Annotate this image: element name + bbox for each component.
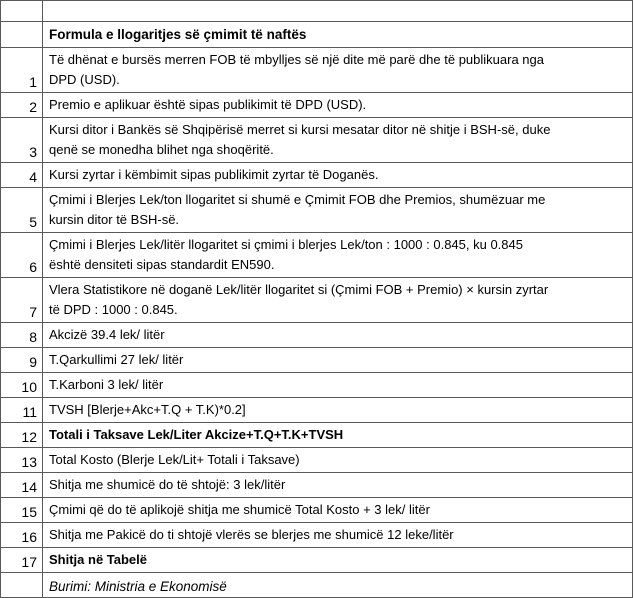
row-text-line: T.Qarkullimi 27 lek/ litër [49, 352, 184, 367]
row-text-line: Totali i Taksave Lek/Liter Akcize+T.Q+T.K+TVSH [49, 427, 344, 442]
row-text-line: Kursi zyrtar i këmbimit sipas publikimit zyrtar të Doganës. [49, 167, 379, 182]
row-number: 6 [1, 233, 43, 278]
row-text-line: është densiteti sipas standardit EN590. [49, 257, 275, 272]
row-text [43, 48, 633, 93]
row-number: 4 [1, 163, 43, 188]
row-text [43, 523, 633, 548]
row-text-line: T.Karboni 3 lek/ litër [49, 377, 164, 392]
row-number: 9 [1, 348, 43, 373]
row-number: 5 [1, 188, 43, 233]
row-text [43, 323, 633, 348]
row-text [43, 163, 633, 188]
table-row [1, 398, 633, 423]
row-text [43, 348, 633, 373]
row-text-line: Shitja me shumicë do të shtojë: 3 lek/litër [49, 477, 286, 492]
row-number: 15 [1, 498, 43, 523]
table-row [1, 523, 633, 548]
row-text-line: DPD (USD). [49, 72, 120, 87]
row-text-line: kursin ditor të BSH-së. [49, 212, 180, 227]
table-row [1, 118, 633, 163]
table-row [1, 48, 633, 93]
row-text [43, 548, 633, 573]
row-text [43, 118, 633, 163]
source-note: Burimi: Ministria e Ekonomisë [43, 573, 633, 598]
row-number: 14 [1, 473, 43, 498]
table-row [1, 423, 633, 448]
table-row [1, 93, 633, 118]
row-text-line: Të dhënat e bursës merren FOB të mbylljes së një dite më parë dhe të publikuara nga [49, 52, 544, 67]
table-row [1, 233, 633, 278]
row-text-line: Shitja në Tabelë [49, 552, 148, 567]
table-row [1, 188, 633, 233]
row-text [43, 473, 633, 498]
row-text-line: të DPD : 1000 : 0.845. [49, 302, 178, 317]
row-number: 10 [1, 373, 43, 398]
row-text-line: Vlera Statistikore në doganë Lek/litër llogaritet si (Çmimi FOB + Premio) × kursin zyrtar [49, 282, 549, 297]
row-text [43, 188, 633, 233]
row-number: 11 [1, 398, 43, 423]
table-row [1, 348, 633, 373]
row-text [43, 233, 633, 278]
row-text [43, 448, 633, 473]
table-row [1, 278, 633, 323]
row-text-line: Kursi ditor i Bankës së Shqipërisë merret si kursi mesatar ditor në shitje i BSH-së, duke [49, 122, 551, 137]
row-text-line: Çmimi që do të aplikojë shitja me shumicë Total Kosto + 3 lek/ litër [49, 502, 430, 517]
table-header-blank-row [1, 1, 633, 22]
row-number: 13 [1, 448, 43, 473]
row-text-line: Çmimi i Blerjes Lek/litër llogaritet si çmimi i blerjes Lek/ton : 1000 : 0.845, ku 0.845 [49, 237, 523, 252]
table-title: Formula e llogaritjes së çmimit të naftës [43, 22, 633, 48]
row-number: 17 [1, 548, 43, 573]
table-row [1, 448, 633, 473]
row-text-line: Premio e aplikuar është sipas publikimit të DPD (USD). [49, 97, 367, 112]
row-text-line: Total Kosto (Blerje Lek/Lit+ Totali i Taksave) [49, 452, 300, 467]
row-text-line: Akcizë 39.4 lek/ litër [49, 327, 165, 342]
table-row [1, 163, 633, 188]
row-text-line: Çmimi i Blerjes Lek/ton llogaritet si shumë e Çmimit FOB dhe Premios, shumëzuar me [49, 192, 546, 207]
table-row [1, 473, 633, 498]
row-text [43, 93, 633, 118]
row-text-line: qenë se monedha blihet nga shoqëritë. [49, 142, 274, 157]
table-row [1, 548, 633, 573]
row-text [43, 278, 633, 323]
row-number: 16 [1, 523, 43, 548]
table-title-row [1, 22, 633, 48]
row-text-line: TVSH [Blerje+Akc+T.Q + T.K)*0.2] [49, 402, 246, 417]
row-text [43, 423, 633, 448]
row-number: 1 [1, 48, 43, 93]
row-number: 7 [1, 278, 43, 323]
row-text [43, 373, 633, 398]
table-row [1, 373, 633, 398]
row-number: 8 [1, 323, 43, 348]
row-text [43, 398, 633, 423]
row-number: 12 [1, 423, 43, 448]
row-number: 3 [1, 118, 43, 163]
row-text [43, 498, 633, 523]
table-row [1, 323, 633, 348]
table-row [1, 498, 633, 523]
row-number: 2 [1, 93, 43, 118]
source-row [1, 573, 633, 598]
row-text-line: Shitja me Pakicë do ti shtojë vlerës se blerjes me shumicë 12 leke/litër [49, 527, 454, 542]
